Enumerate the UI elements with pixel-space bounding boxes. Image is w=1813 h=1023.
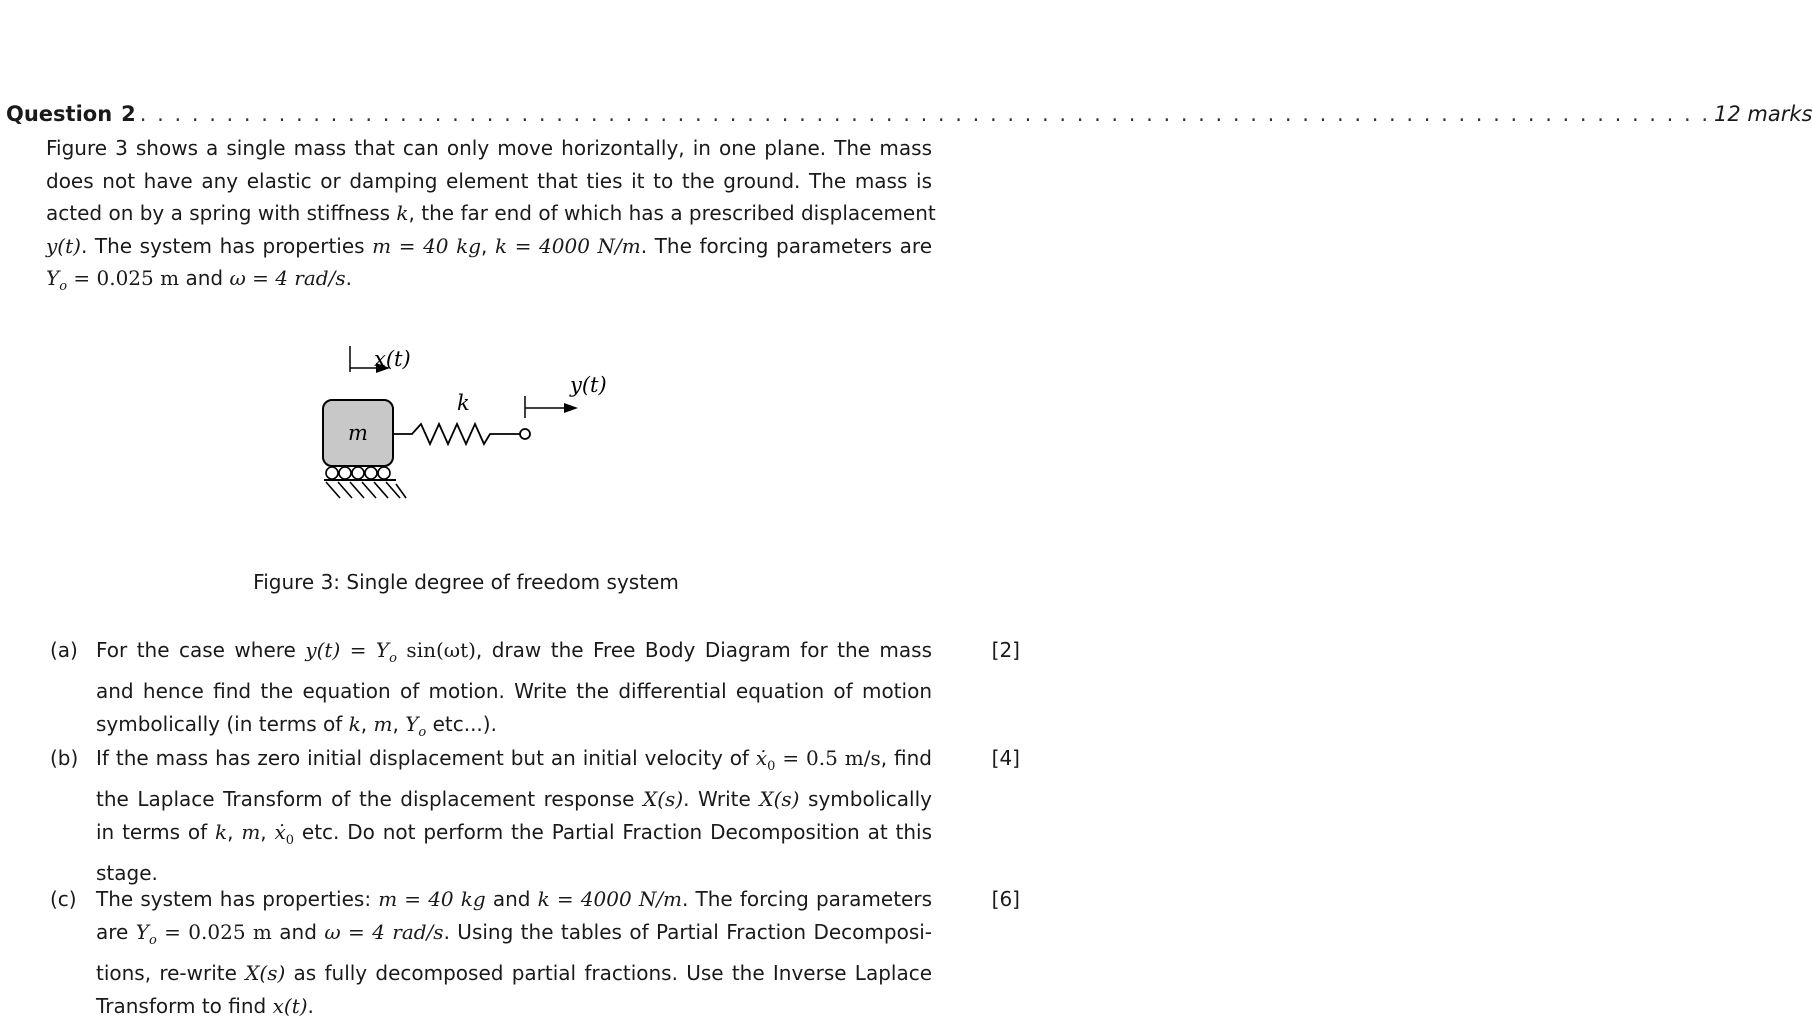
math-Y: Y bbox=[405, 712, 419, 736]
part-b-body bbox=[96, 742, 932, 890]
math-k: k bbox=[396, 201, 409, 225]
math-k-eq: k = 4000 N/m bbox=[495, 233, 641, 258]
text-span: . The system has properties bbox=[80, 233, 373, 258]
part-a-body bbox=[96, 634, 932, 749]
text-span: the Laplace Transform of the displacement response bbox=[96, 787, 644, 811]
part-line: in terms of k, m, ẋ$_0$ etc. Do not perform the Partial Fraction Decomposition at this bbox=[96, 820, 933, 848]
intro-line: Figure 3 shows a single mass that can only move horizontally, in one plane. The mass bbox=[46, 136, 932, 160]
math-m: m bbox=[241, 820, 261, 844]
math-X-of-s: X(s) bbox=[643, 787, 684, 811]
ground-hatch bbox=[326, 482, 406, 498]
text-span: acted on by a spring with stiffness bbox=[46, 201, 397, 225]
part-b-marks: [4] bbox=[991, 746, 1020, 770]
part-a bbox=[50, 634, 1020, 740]
roller bbox=[365, 467, 377, 479]
text-span: . bbox=[307, 994, 314, 1018]
math-Y: Y bbox=[46, 266, 60, 290]
part-line bbox=[96, 957, 932, 990]
sdof-figure bbox=[300, 340, 630, 510]
math-k-eq: k = 4000 N/m bbox=[537, 887, 683, 911]
part-c bbox=[50, 883, 1020, 1017]
math-y-of-t: y(t) bbox=[46, 233, 81, 258]
text-span: and bbox=[485, 887, 538, 911]
text-span: . Using the tables of Partial Fraction Decomposi- bbox=[443, 920, 933, 944]
math-m: m bbox=[373, 712, 393, 736]
text-span: in terms of bbox=[96, 820, 215, 844]
intro-line: y(t). The system has properties m = 40 kg, k = 4000 N/m. The forcing parameters are bbox=[46, 233, 932, 258]
part-line bbox=[96, 783, 932, 816]
text-span: symbolically (in terms of bbox=[96, 712, 349, 736]
math-xdot: ẋ bbox=[755, 746, 768, 770]
question-number: 2 bbox=[121, 102, 136, 126]
text-span: as fully decomposed partial fractions. Use the Inverse Laplace bbox=[285, 961, 933, 985]
math-sub-o: o bbox=[59, 279, 68, 294]
math-m-eq: m = 40 kg bbox=[372, 233, 482, 258]
part-a-marks: [2] bbox=[991, 638, 1020, 662]
intro-line bbox=[46, 197, 936, 230]
text-span: . The forcing parameters bbox=[682, 887, 932, 911]
math-omega-eq: ω = 4 rad/s bbox=[324, 920, 444, 944]
spring-label: k bbox=[457, 391, 470, 415]
part-c-body bbox=[96, 883, 932, 1023]
figure-caption: Figure 3: Single degree of freedom system bbox=[253, 570, 679, 594]
mass-label: m bbox=[348, 421, 368, 445]
leader-dots: . . . . . . . . . . . . . . . . . . . . . . . . . . . . . . . . . . . . . . . . . . . . . . . . . . . . . . . . . . . . . . . . . . . . . . . . . . . . . . . . . . . . . . . . . . . bbox=[139, 102, 1711, 126]
text-span: The system has properties: bbox=[96, 887, 379, 911]
part-c-label: (c) bbox=[50, 887, 77, 911]
spring-end-node bbox=[520, 429, 530, 439]
text-span: tions, re-write bbox=[96, 961, 246, 985]
math-forcing: y(t) = Y bbox=[305, 638, 390, 662]
part-b bbox=[50, 742, 1020, 885]
part-line bbox=[96, 634, 932, 675]
math-k: k bbox=[214, 820, 228, 844]
math-sub-0: 0 bbox=[285, 833, 295, 848]
roller bbox=[352, 467, 364, 479]
math-xdot-val: = 0.5 m/s bbox=[775, 746, 881, 770]
roller bbox=[326, 467, 338, 479]
text-span: For the case where bbox=[96, 638, 306, 662]
math-Y-val: = 0.025 m bbox=[156, 920, 272, 944]
math-sub-o: o bbox=[389, 651, 397, 666]
part-line: symbolically (in terms of k, m, $Y_o$ etc...). bbox=[96, 712, 497, 740]
intro-line: does not have any elastic or damping element that ties it to the ground. The mass is bbox=[46, 168, 932, 193]
text-span: etc. Do not perform the Partial Fraction Decomposition at this bbox=[294, 820, 933, 844]
question-header bbox=[6, 102, 1813, 130]
math-Y-val: = 0.025 m bbox=[67, 266, 180, 290]
part-line bbox=[96, 883, 932, 916]
math-forcing-tail: sin(ωt) bbox=[396, 638, 476, 662]
part-a-label: (a) bbox=[50, 638, 78, 662]
intro-paragraph bbox=[46, 132, 936, 304]
question-label: Question bbox=[6, 102, 113, 126]
text-span: are bbox=[96, 920, 136, 944]
part-line bbox=[96, 916, 932, 957]
text-span: and bbox=[271, 920, 325, 944]
x-label: x(t) bbox=[374, 347, 411, 371]
part-line bbox=[96, 742, 932, 783]
text-span: , the far end of which has a prescribed displacement bbox=[408, 201, 936, 225]
math-Y: Y bbox=[135, 920, 149, 944]
roller bbox=[339, 467, 351, 479]
math-m-eq: m = 40 kg bbox=[378, 887, 486, 911]
math-X-of-s: X(s) bbox=[759, 787, 800, 811]
math-sub-0: 0 bbox=[767, 759, 776, 774]
roller bbox=[378, 467, 390, 479]
text-span: symbolically bbox=[799, 787, 933, 811]
math-sub-o: o bbox=[148, 933, 157, 948]
part-line: stage. bbox=[96, 861, 158, 885]
text-span: If the mass has zero initial displacement but an initial velocity of bbox=[96, 746, 756, 770]
text-span: and bbox=[179, 266, 230, 290]
intro-line bbox=[46, 262, 932, 304]
y-arrow-head bbox=[564, 403, 578, 413]
part-line bbox=[96, 990, 932, 1023]
text-span: , find bbox=[880, 746, 932, 770]
math-sub-o: o bbox=[418, 725, 427, 740]
math-xdot: ẋ bbox=[274, 820, 286, 844]
part-c-marks: [6] bbox=[991, 887, 1020, 911]
math-x-of-t: x(t) bbox=[272, 994, 308, 1018]
part-b-label: (b) bbox=[50, 746, 79, 770]
text-span: . bbox=[345, 266, 352, 290]
math-X-of-s: X(s) bbox=[245, 961, 286, 985]
text-span: . The forcing parameters are bbox=[640, 233, 932, 258]
part-line: and hence find the equation of motion. Write the differential equation of motion bbox=[96, 679, 932, 703]
text-span: . Write bbox=[683, 787, 760, 811]
question-marks: 12 marks bbox=[1714, 102, 1813, 126]
text-span: Transform to find bbox=[96, 994, 273, 1018]
math-k: k bbox=[348, 712, 361, 736]
math-omega-eq: ω = 4 rad/s bbox=[229, 266, 346, 290]
y-label: y(t) bbox=[570, 373, 607, 397]
text-span: etc...). bbox=[426, 712, 497, 736]
text-span: , draw the Free Body Diagram for the mass bbox=[475, 638, 932, 662]
spring bbox=[393, 424, 520, 444]
